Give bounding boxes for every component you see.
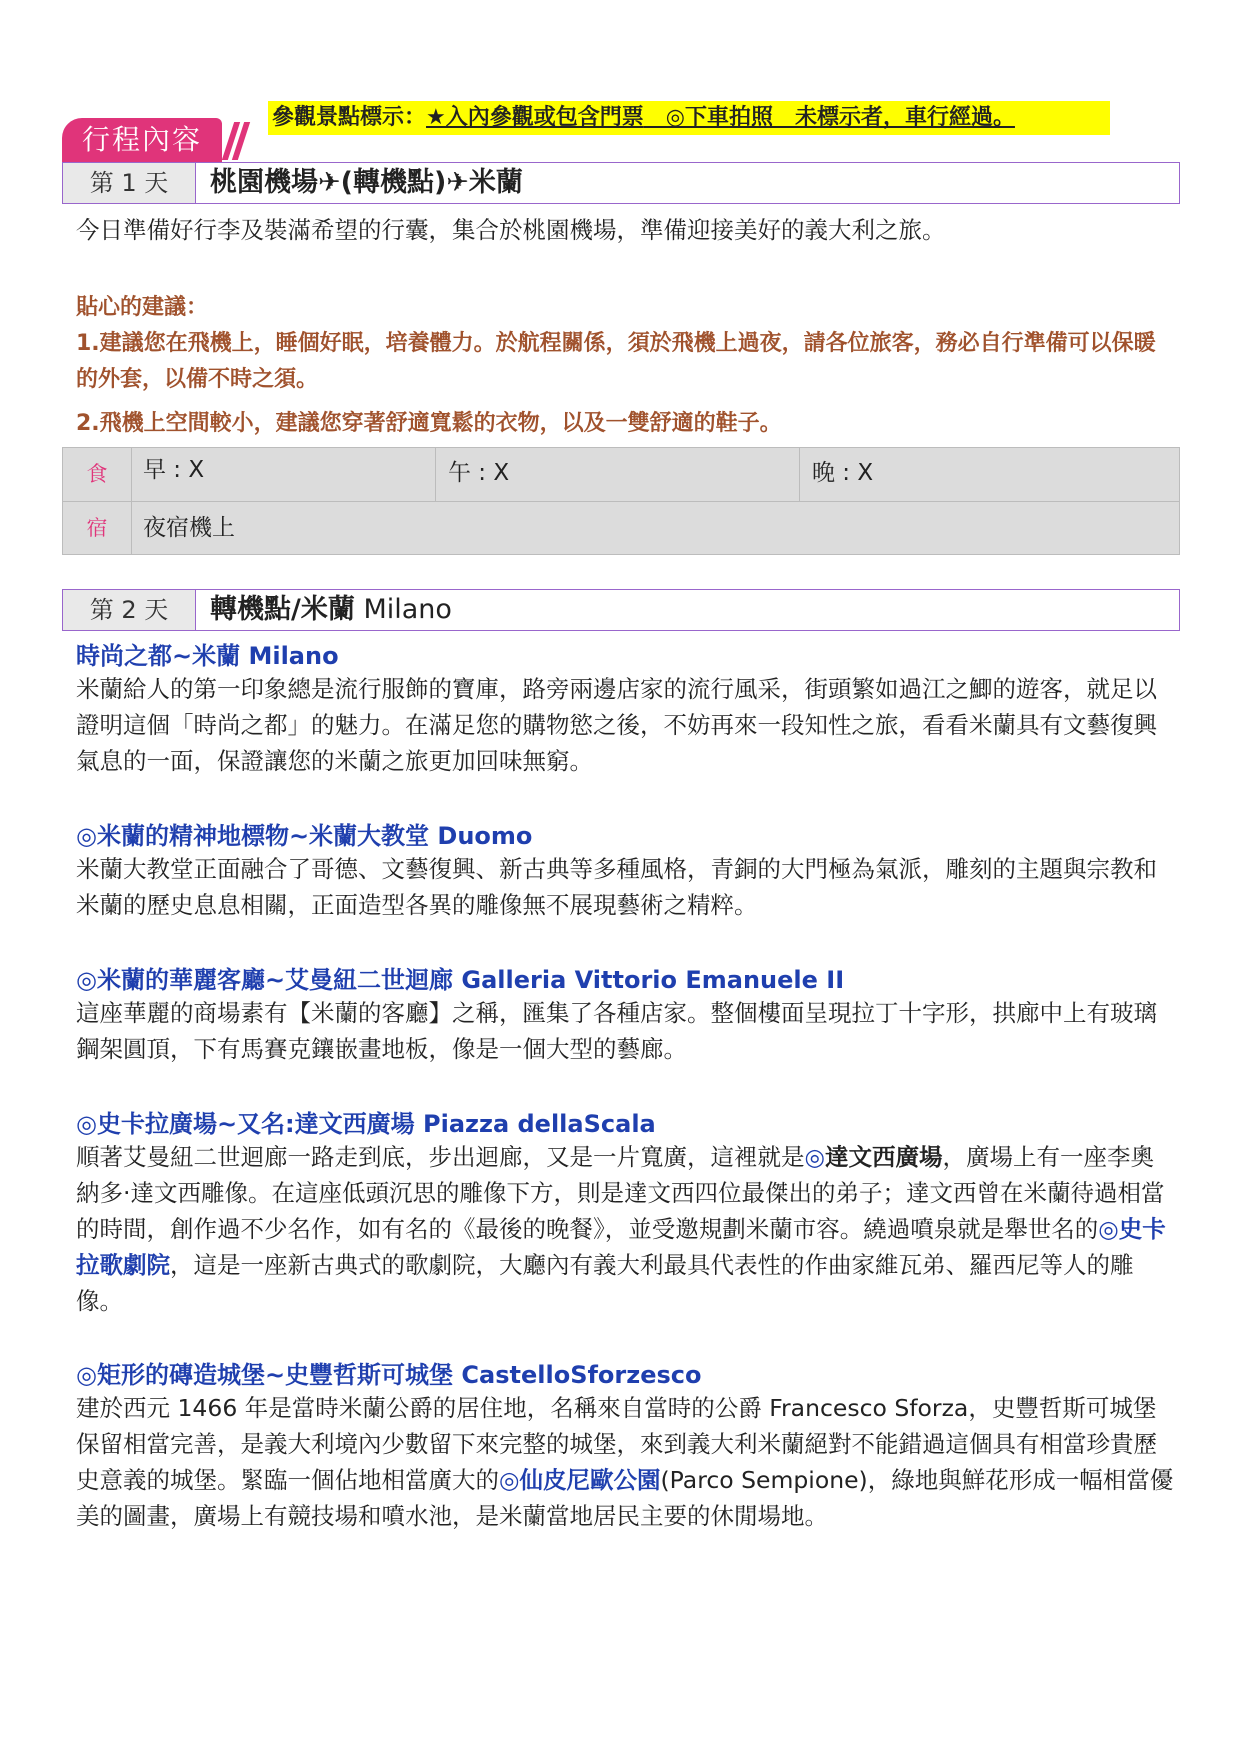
section-heading: ◎史卡拉廣場~又名:達文西廣場 Piazza dellaScala (76, 1110, 656, 1138)
section-body: 米蘭大教堂正面融合了哥德、文藝復興、新古典等多種風格，青銅的大門極為氣派，雕刻的主題與宗教和米蘭的歷史息息相關，正面造型各異的雕像無不展現藝術之精粹。 (76, 855, 1157, 919)
legend-bar (268, 101, 1110, 135)
section-body: 米蘭給人的第一印象總是流行服飾的寶庫，路旁兩邊店家的流行風采，街頭繁如過江之鯽的遊客，就足以證明這個「時尚之都」的魅力。在滿足您的購物慾之後，不妨再來一段知性之旅，看看米蘭具有文藝復興氣息的一面，保證讓您的米蘭之旅更加回味無窮。 (76, 675, 1157, 775)
section-body: 這座華麗的商場素有【米蘭的客廳】之稱，匯集了各種店家。整個樓面呈現拉丁十字形，拱廊中上有玻璃鋼架圓頂，下有馬賽克鑲嵌畫地板，像是一個大型的藝廊。 (76, 999, 1157, 1063)
body-text: ，這是一座新古典式的歌劇院，大廳內有義大利最具代表性的作曲家維瓦弟、羅西尼等人的雕像。 (76, 1251, 1134, 1315)
day1-title: 桃園機場✈(轉機點)✈米蘭 (210, 167, 523, 198)
photo-stop-mark: ◎ (804, 1143, 826, 1171)
section-body (76, 1390, 1176, 1534)
section-heading: ◎矩形的磚造城堡~史豐哲斯可城堡 CastelloSforzesco (76, 1361, 702, 1389)
section-heading: 時尚之都~米蘭 Milano (76, 642, 339, 670)
day1-number: 第 1 天 (63, 163, 196, 203)
meal-row (63, 448, 1179, 502)
day2-header (62, 589, 1180, 631)
legend-rest: ◎下車拍照 未標示者，車行經過。 (643, 105, 1015, 130)
day2-number: 第 2 天 (63, 590, 196, 630)
lunch-cell: 午 : X (435, 448, 809, 501)
stay-row (63, 502, 1179, 555)
stay-value: 夜宿機上 (143, 515, 235, 541)
day2-title (196, 590, 452, 630)
section-heading: ◎米蘭的精神地標物~米蘭大教堂 Duomo (76, 822, 533, 850)
photo-stop-mark: ◎ (1098, 1215, 1119, 1243)
day1-header (62, 162, 1180, 204)
body-text: 順著艾曼紐二世迴廊一路走到底，步出迴廊，又是一片寬廣，這裡就是 (76, 1143, 805, 1171)
body-text: ，廣場上有一座李奧納多‧達文西雕像。在這座低頭沉思的雕像下方，則是達文西四位最傑出的弟子；達文西曾在米蘭待過相當的時間，創作過不少名作，如有名的《最後的晚餐》，並受邀規劃米蘭市容。繞過噴泉就是舉世名的 (76, 1143, 1165, 1243)
highlight-leonardo-square: 達文西廣場 (825, 1143, 943, 1171)
day1-tips-title: 貼心的建議： (76, 295, 209, 320)
legend-star: ★入內參觀或包含門票 (426, 105, 644, 130)
day1-intro: 今日準備好行李及裝滿希望的行囊，集合於桃園機場，準備迎接美好的義大利之旅。 (76, 216, 946, 244)
day2-title-bold: 轉機點/米蘭 (210, 594, 355, 625)
highlight-sempione-park: 仙皮尼歐公園 (519, 1466, 661, 1494)
section-tag-label: 行程內容 (62, 118, 222, 162)
body-text: 建於西元 1466 年是當時米蘭公爵的居住地，名稱來自當時的公爵 Francesco Sforza，史豐哲斯可城堡保留相當完善，是義大利境內少數留下來完整的城堡，來到義大利米蘭絕對不能錯過這個具有相當珍貴歷史意義的城堡。緊臨一個佔地相當廣大的 (76, 1394, 1157, 1494)
dinner-cell: 晚 : X (799, 448, 873, 501)
section-tag (62, 118, 248, 162)
stay-label: 宿 (63, 502, 132, 555)
meal-label: 食 (63, 448, 132, 501)
body-text: (Parco Sempione)，綠地與鮮花形成一幅相當優美的圖畫，廣場上有競技場和噴水池，是米蘭當地居民主要的休閒場地。 (76, 1466, 1174, 1530)
day2-title-rest: Milano (354, 594, 452, 625)
legend-prefix: 參觀景點標示： (272, 105, 427, 130)
section-heading: ◎米蘭的華麗客廳~艾曼紐二世迴廊 Galleria Vittorio Emanuele II (76, 966, 845, 994)
highlight-la-scala: 史卡拉歌劇院 (76, 1215, 1166, 1279)
section-body (76, 1139, 1176, 1319)
breakfast-cell: 早 : X (143, 457, 205, 483)
day1-tip2: 2.飛機上空間較小，建議您穿著舒適寬鬆的衣物，以及一雙舒適的鞋子。 (76, 411, 782, 436)
day1-meal-table (62, 447, 1180, 555)
photo-stop-mark: ◎ (499, 1466, 520, 1494)
day1-tip1: 1.建議您在飛機上，睡個好眠，培養體力。於航程關係，須於飛機上過夜，請各位旅客，務必自行準備可以保暖的外套，以備不時之須。 (76, 331, 1156, 392)
